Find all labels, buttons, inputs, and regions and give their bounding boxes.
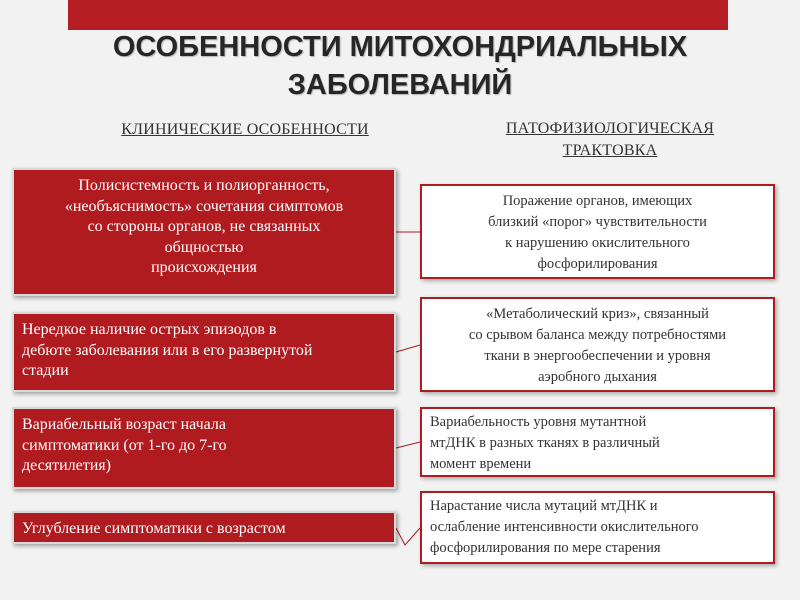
pathophysiology-box — [420, 407, 775, 477]
pathophysiology-text: ослабление интенсивности окислительного — [430, 519, 699, 535]
pathophysiology-text: к нарушению окислительного — [505, 235, 690, 251]
connector-2 — [396, 345, 420, 352]
clinical-text: Нередкое наличие острых эпизодов в — [22, 321, 277, 338]
pathophysiology-box — [420, 491, 775, 564]
column-header-clinical-text: КЛИНИЧЕСКИЕ ОСОБЕННОСТИ — [121, 121, 369, 138]
pathophysiology-text: мтДНК в разных тканях в различный — [430, 435, 660, 451]
clinical-feature-box — [12, 511, 396, 544]
pathophysiology-text: фосфорилирования по мере старения — [430, 540, 661, 556]
pathophysiology-box — [420, 184, 775, 279]
connector-3 — [396, 442, 420, 448]
clinical-text: симптоматики (от 1-го до 7-го — [22, 436, 227, 454]
pathophysiology-text: Вариабельность уровня мутантной — [430, 414, 647, 430]
clinical-text: «необъяснимость» сочетания симптомов — [64, 197, 344, 215]
clinical-text: общностью — [164, 238, 244, 256]
clinical-text: десятилетия) — [22, 457, 111, 474]
pathophysiology-text: фосфорилирования — [537, 256, 658, 272]
clinical-text: со стороны органов, не связанных — [87, 218, 321, 235]
pathophysiology-text: близкий «порог» чувствительности — [488, 214, 707, 230]
column-header-pathophysiology-line-1: ПАТОФИЗИОЛОГИЧЕСКАЯ — [505, 120, 715, 137]
pathophysiology-text: Поражение органов, имеющих — [502, 193, 693, 209]
clinical-feature-box — [12, 168, 396, 296]
clinical-text: дебюте заболевания или в его развернутой — [22, 341, 313, 359]
clinical-text: Углубление симптоматики с возрастом — [22, 520, 286, 537]
title-line-1: ОСОБЕННОСТИ МИТОХОНДРИАЛЬНЫХ — [112, 31, 688, 63]
clinical-text: Вариабельный возраст начала — [22, 416, 226, 433]
clinical-text: Полисистемность и полиорганность, — [78, 177, 330, 194]
clinical-feature-box — [12, 407, 396, 489]
connector-4 — [396, 528, 420, 545]
pathophysiology-text: ткани в энергообеспечении и уровня — [484, 348, 711, 364]
column-header-pathophysiology-line-2: ТРАКТОВКА — [562, 142, 658, 159]
pathophysiology-text: Нарастание числа мутаций мтДНК и — [430, 498, 658, 514]
title-line-2: ЗАБОЛЕВАНИЙ — [287, 69, 513, 101]
pathophysiology-text: аэробного дыхания — [538, 369, 657, 385]
pathophysiology-text: момент времени — [430, 456, 532, 472]
clinical-text: происхождения — [151, 259, 257, 276]
pathophysiology-text: «Метаболический криз», связанный — [486, 306, 709, 322]
pathophysiology-text: со срывом баланса между потребностями — [468, 327, 727, 343]
clinical-feature-box — [12, 312, 396, 392]
clinical-text: стадии — [22, 362, 69, 379]
pathophysiology-box — [420, 297, 775, 392]
